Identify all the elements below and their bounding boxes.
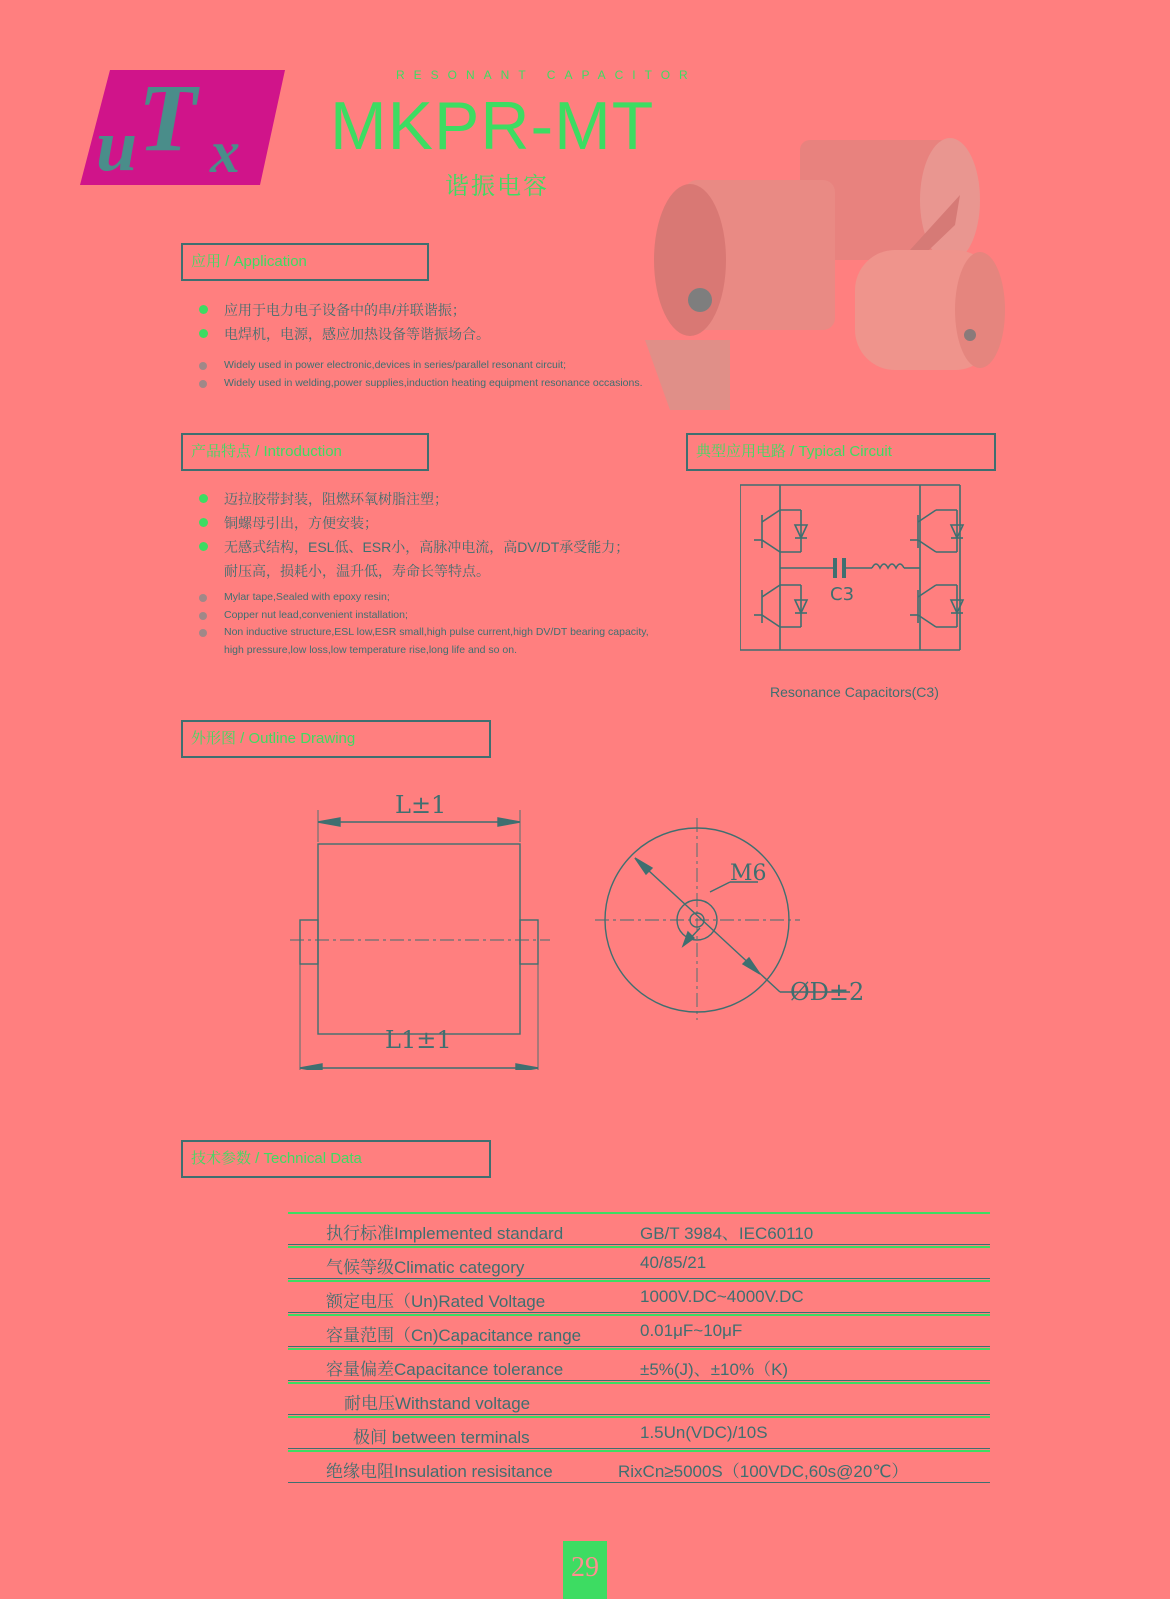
list-item: high pressure,low loss,low temperature rise,long life and so on.: [224, 643, 517, 656]
section-header-application: 应用 / Application: [181, 243, 429, 281]
list-item: Copper nut lead,convenient installation;: [199, 607, 699, 625]
application-list-en: [199, 357, 699, 392]
svg-text:u: u: [96, 105, 138, 187]
page-number: 29: [563, 1541, 607, 1599]
list-item: Mylar tape,Sealed with epoxy resin;: [199, 589, 699, 607]
circuit-diagram: [740, 480, 980, 660]
section-header-typical-circuit: 典型应用电路 / Typical Circuit: [686, 433, 996, 471]
table-row: [288, 1382, 990, 1415]
table-row: [288, 1416, 990, 1449]
list-item: Non inductive structure,ESL low,ESR small,high pulse current,high DV/DT bearing capacity,: [199, 624, 699, 642]
list-item: 电焊机，电源，感应加热设备等谐振场合。: [199, 322, 659, 346]
row-value: 1.5Un(VDC)/10S: [640, 1423, 768, 1442]
product-subtitle-cn: 谐振电容: [445, 173, 549, 200]
list-item: Widely used in welding,power supplies,induction heating equipment resonance occasions.: [199, 375, 699, 393]
row-value: 40/85/21: [640, 1253, 707, 1272]
row-label: 极间 between terminals: [353, 1428, 530, 1447]
table-row: [288, 1314, 990, 1347]
row-value: RixCn≥5000S（100VDC,60s@20℃）: [618, 1462, 909, 1481]
section-header-outline-drawing: 外形图 / Outline Drawing: [181, 720, 491, 758]
capacitor-label: C3: [830, 584, 855, 605]
list-item: 无感式结构，ESL低、ESR小，高脉冲电流，高DV/DT承受能力；: [199, 535, 679, 559]
dim-diameter-label: ØD±2: [790, 978, 865, 1006]
row-label: 耐电压Withstand voltage: [344, 1394, 531, 1413]
utx-logo: [80, 70, 290, 190]
dim-length-label: L±1: [395, 791, 447, 819]
svg-text:x: x: [210, 119, 240, 185]
row-label: 气候等级Climatic category: [326, 1258, 525, 1277]
row-label: 绝缘电阻Insulation resisitance: [326, 1462, 553, 1481]
table-row: [288, 1348, 990, 1381]
table-row: [288, 1450, 990, 1483]
table-row: [288, 1280, 990, 1313]
introduction-list-cn: [199, 487, 679, 583]
list-item: 迈拉胶带封装，阻燃环氧树脂注塑；: [199, 487, 679, 511]
row-value: GB/T 3984、IEC60110: [640, 1224, 814, 1243]
list-item: 耐压高，损耗小，温升低，寿命长等特点。: [224, 563, 490, 579]
dim-thread-label: M6: [730, 861, 767, 886]
list-item: 应用于电力电子设备中的串/并联谐振；: [199, 298, 659, 322]
list-item: Widely used in power electronic,devices in series/parallel resonant circuit;: [199, 357, 699, 375]
row-label: 额定电压（Un)Rated Voltage: [326, 1292, 546, 1311]
table-row: [288, 1246, 990, 1279]
table-row: [288, 1212, 990, 1245]
row-value: 1000V.DC~4000V.DC: [640, 1287, 804, 1306]
row-label: 执行标准Implemented standard: [326, 1224, 564, 1243]
list-item: 铜螺母引出，方便安装；: [199, 511, 679, 535]
circuit-caption: Resonance Capacitors(C3): [770, 684, 939, 700]
application-list-cn: [199, 298, 659, 346]
product-title: MKPR-MT: [330, 88, 655, 164]
introduction-list-en: [199, 589, 699, 659]
dim-total-length-label: L1±1: [385, 1026, 452, 1054]
technical-data-table: [288, 1212, 990, 1484]
row-value: ±5%(J)、±10%（K): [640, 1360, 789, 1379]
row-label: 容量偏差Capacitance tolerance: [326, 1360, 564, 1379]
svg-text:T: T: [138, 70, 197, 171]
product-subtitle-en: RESONANT CAPACITOR: [396, 68, 697, 82]
row-value: 0.01μF~10μF: [640, 1321, 743, 1340]
row-label: 容量范围（Cn)Capacitance range: [326, 1326, 582, 1345]
section-header-technical-data: 技术参数 / Technical Data: [181, 1140, 491, 1178]
section-header-introduction: 产品特点 / Introduction: [181, 433, 429, 471]
outline-drawing: [280, 770, 880, 1070]
